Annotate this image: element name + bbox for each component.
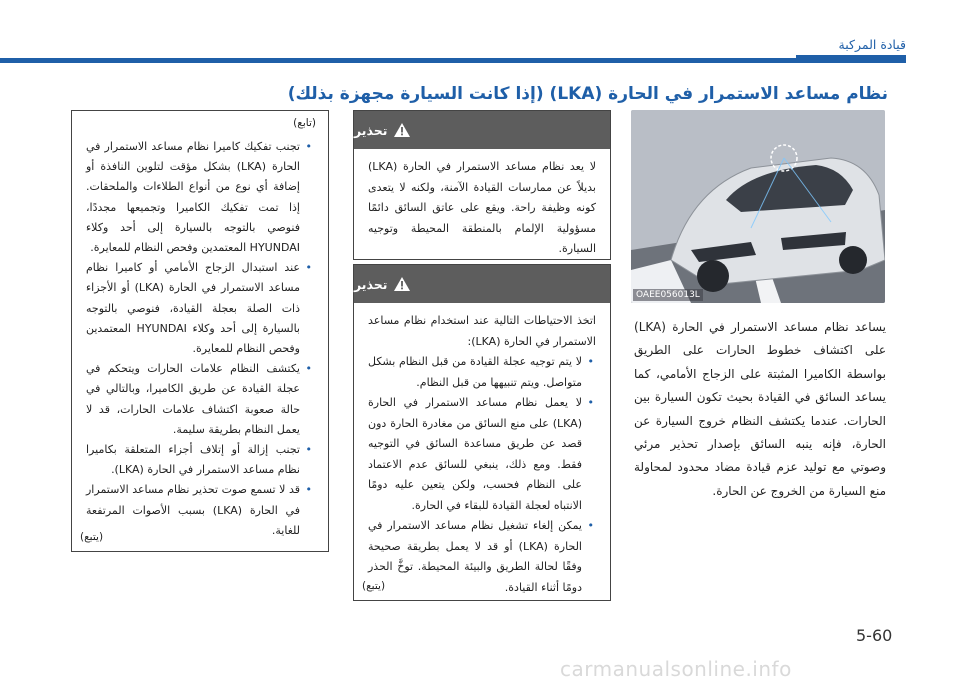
warning-text [354, 303, 610, 604]
warning-triangle-icon [393, 122, 411, 138]
list-item: • قد لا تسمع صوت تحذير نظام مساعد الاستمرار في الحارة (LKA) بسبب الأصوات المرتفعة للغاية. [86, 480, 300, 541]
warning-triangle-icon [393, 276, 411, 292]
page-number: 5-60 [856, 626, 893, 645]
list-item: • يكتشف النظام علامات الحارات ويتحكم في عجلة القيادة عن طريق الكاميرا، وبالتالي في حالة صعوبة اكتشاف علامات الحارات، قد لا يعمل النظام بطريقة سليمة. [86, 359, 300, 440]
warning-box-1 [353, 110, 611, 260]
section-label: قيادة المركبة [838, 37, 906, 52]
list-item: • لا يعمل نظام مساعد الاستمرار في الحارة (LKA) على منع السائق من مغادرة الحارة دون قصد عن طريق مساعدة السائق في التوجيه فقط. ومع ذلك، ينبغي للسائق عدم الاعتماد على النظام فحسب، ولكن يتعين عليه دومًا الانتباه لعجلة القيادة للبقاء في الحارة. [368, 393, 582, 516]
list-item: • عند استبدال الزجاج الأمامي أو كاميرا نظام مساعد الاستمرار في الحارة (LKA) أو الأجزاء ذات الصلة بعجلة القيادة، فنوصي بالتوجه بالسيارة إلى أحد وكلاء HYUNDAI المعتمدين وفحص النظام للمعايرة. [86, 258, 300, 359]
continued-top-label: (تابع) [293, 117, 316, 129]
header-rule [0, 58, 906, 63]
continued-text [72, 111, 328, 547]
warning-header [354, 265, 610, 303]
section-title: نظام مساعد الاستمرار في الحارة (LKA) (إذا كانت السيارة مجهزة بذلك) [287, 84, 888, 104]
car-illustration [631, 110, 885, 303]
warning-text: لا يعد نظام مساعد الاستمرار في الحارة (LKA) بديلاً عن ممارسات القيادة الآمنة، ولكنه لا يتعدى كونه وظيفة راحة. ويقع على عاتق السائق دائمًا مسؤولية الإلمام بالمنطقة المحيطة وتوجيه السيارة. [368, 160, 596, 255]
warning-list [368, 352, 596, 598]
continued-box [71, 110, 329, 552]
warning-intro: اتخذ الاحتياطات التالية عند استخدام نظام مساعد الاستمرار في الحارة (LKA): [368, 314, 596, 348]
continued-label: (يتبع) [362, 580, 386, 592]
warning-header [354, 111, 610, 149]
image-code: OAEE056013L [633, 289, 703, 301]
car-camera-photo [631, 110, 885, 303]
list-item: • تجنب إزالة أو إتلاف أجزاء المتعلقة بكاميرا نظام مساعد الاستمرار في الحارة (LKA). [86, 440, 300, 480]
warning-heading: تحذير [354, 122, 388, 138]
continued-list [86, 137, 314, 541]
continued-label: (يتبع) [80, 531, 104, 543]
list-item: • تجنب تفكيك كاميرا نظام مساعد الاستمرار في الحارة (LKA) بشكل مؤقت لتلوين النافذة أو إضافة أي نوع من أنواع الطلاءات والملحقات. إذا تمت تفكيك الكاميرا وتجميعها مجددًا، فنوصي بالتوجه بالسيارة إلى أحد وكلاء HYUNDAI المعتمدين وفحص النظام للمعايرة. [86, 137, 300, 258]
warning-box-2 [353, 264, 611, 601]
page-header [0, 0, 960, 66]
list-item: • يمكن إلغاء تشغيل نظام مساعد الاستمرار في الحارة (LKA) أو قد لا يعمل بطريقة صحيحة وفقًا لحالة الطريق والبيئة المحيطة. توخَّ الحذر دومًا أثناء القيادة. [368, 516, 582, 598]
watermark: carmanualsonline.info [560, 657, 792, 681]
warning-heading: تحذير [354, 276, 388, 292]
description-paragraph: يساعد نظام مساعد الاستمرار في الحارة (LKA) على اكتشاف خطوط الحارات على الطريق بواسطة الكاميرا المثبتة على الزجاج الأمامي، كما يساعد السائق في القيادة بحيث تكون السيارة بين الحارات. عندما يكتشف النظام خروج السيارة عن الحارة، فإنه ينبه السائق بإصدار تحذير مرئي وصوتي مع تولید عزم قيادة مضاد محدود لمحاولة منع السيارة من الخروج عن الحارة. [634, 320, 886, 498]
list-item: • لا يتم توجيه عجلة القيادة من قبل النظام بشكل متواصل. ويتم تنبيهها من قبل النظام. [368, 352, 582, 393]
